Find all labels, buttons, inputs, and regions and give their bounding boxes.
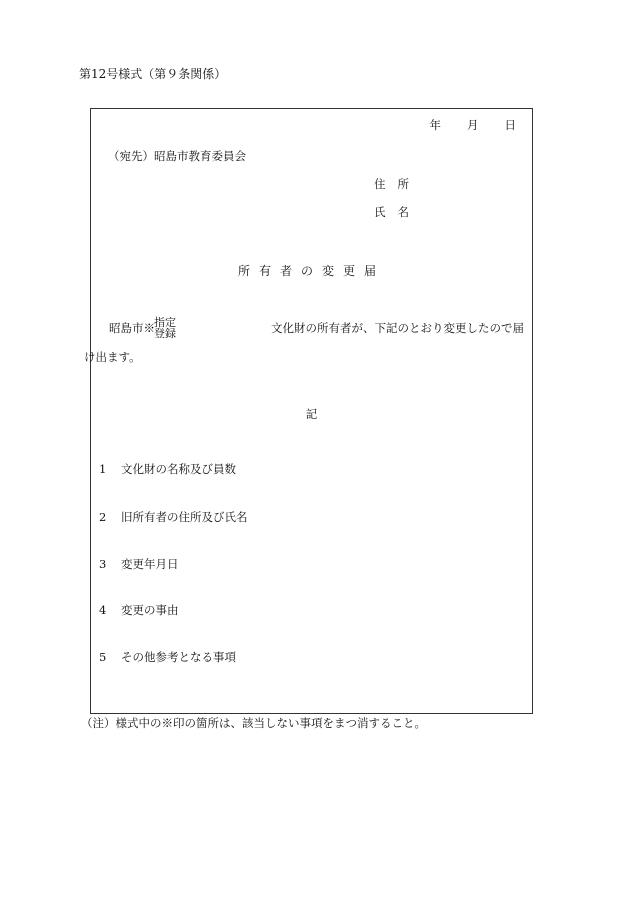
address-label-char-2: 所 <box>397 177 409 191</box>
designation-options <box>154 317 176 339</box>
name-label-char-1: 氏 <box>374 205 386 219</box>
address-label-char-1: 住 <box>374 177 386 191</box>
list-item <box>99 605 179 617</box>
list-item <box>99 464 236 476</box>
date-line <box>430 120 517 132</box>
date-year: 年 <box>429 118 441 132</box>
name-label <box>374 207 409 219</box>
item-number: 2 <box>99 510 107 524</box>
item-number: 4 <box>99 603 107 617</box>
designation-option-designated: 指定 <box>154 316 176 329</box>
addressee: （宛先）昭島市教育委員会 <box>108 149 246 163</box>
form-title: 所有者の変更届 <box>237 264 385 278</box>
item-label: 変更の事由 <box>121 603 179 617</box>
list-item <box>99 559 179 571</box>
list-item <box>99 652 236 664</box>
city-name: 昭島市※ <box>109 321 155 335</box>
date-month: 月 <box>467 118 479 132</box>
name-label-char-2: 名 <box>397 205 409 219</box>
designation-option-registered: 登録 <box>154 327 176 340</box>
item-label: 変更年月日 <box>121 557 179 571</box>
item-number: 3 <box>99 557 107 571</box>
item-label: その他参考となる事項 <box>121 650 236 664</box>
footnote: （注）様式中の※印の箇所は、該当しない事項をまつ消すること。 <box>81 716 426 730</box>
item-number: 5 <box>99 650 107 664</box>
form-frame <box>84 108 533 714</box>
item-label: 旧所有者の住所及び氏名 <box>121 510 248 524</box>
body-text: 文化財の所有者が、下記のとおり変更したので届 <box>271 321 524 335</box>
form-number: 第12号様式（第９条関係） <box>79 67 227 81</box>
item-label: 文化財の名称及び員数 <box>121 462 236 476</box>
body-text-continuation: け出ます。 <box>84 350 141 364</box>
ki-heading: 記 <box>305 407 318 421</box>
date-day: 日 <box>504 118 516 132</box>
address-label <box>374 179 409 191</box>
item-number: 1 <box>99 462 107 476</box>
list-item <box>99 512 248 524</box>
